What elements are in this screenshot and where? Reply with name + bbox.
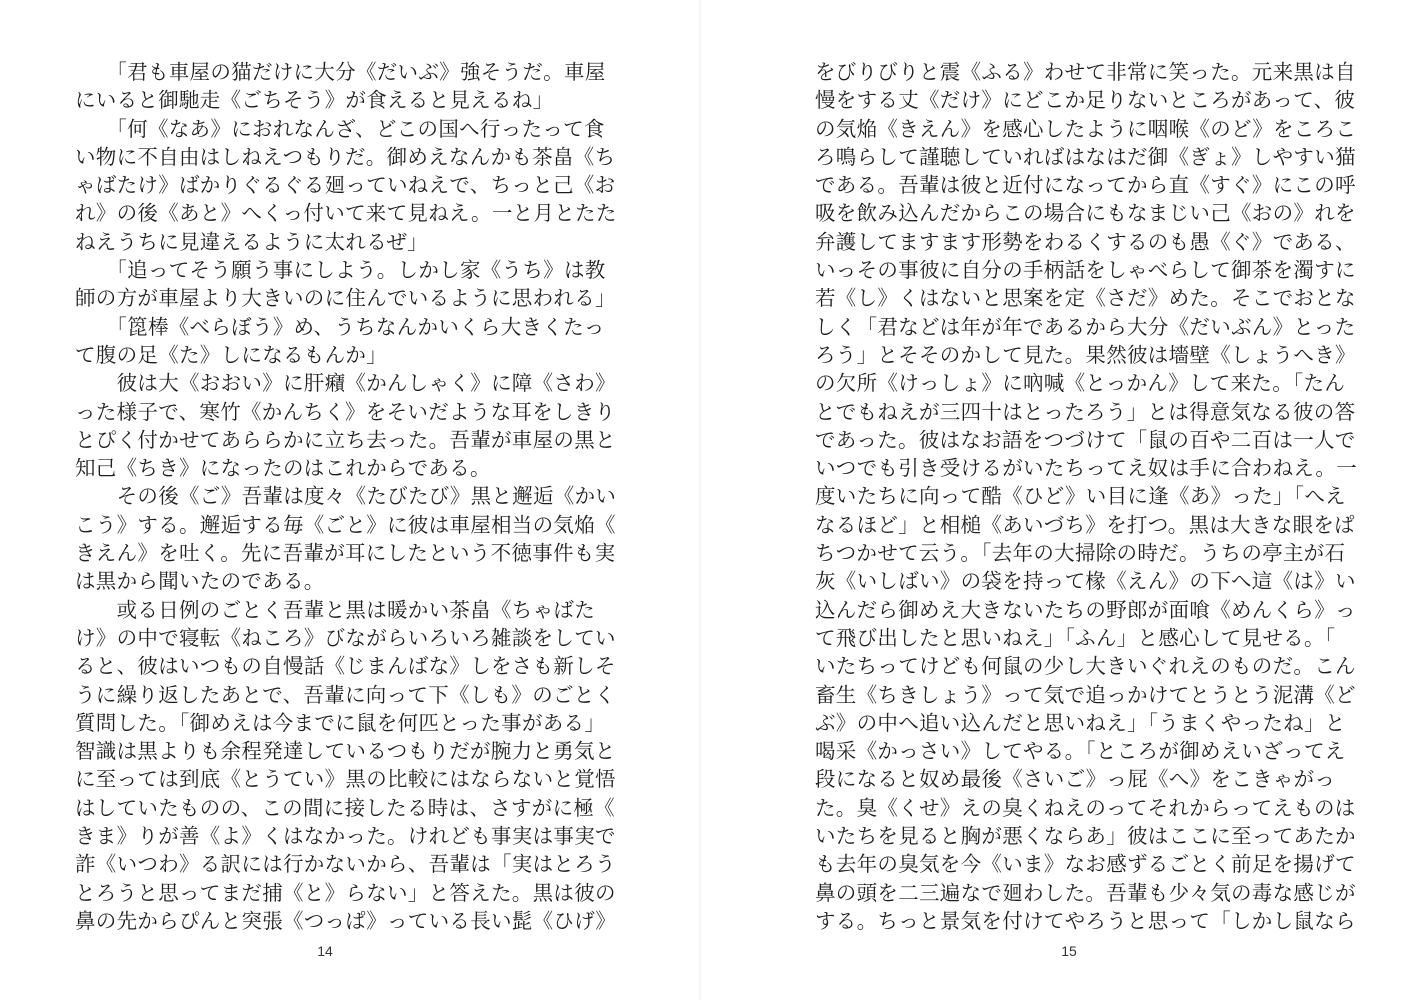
text-line: 慢をする丈《だけ》にどこか足りないところがあって、彼 — [815, 88, 1356, 113]
text-line: ろ鳴らして謹聴していればはなはだ御《ぎょ》しやすい猫 — [815, 144, 1356, 169]
text-line: する。ちっと景気を付けてやろうと思って「しかし鼠なら — [815, 908, 1356, 933]
text-line: った様子で、寒竹《かんちく》をそいだような耳をしきり — [75, 399, 616, 424]
text-line: 「何《なあ》におれなんざ、どこの国へ行ったって食 — [75, 116, 605, 141]
text-line: こう》する。邂逅する毎《ごと》に彼は車屋相当の気焔《 — [75, 512, 616, 537]
text-line: なるほど」と相槌《あいづち》を打つ。黒は大きな眼をぱ — [815, 512, 1355, 537]
text-line: れ》の後《あと》へくっ付いて来て見ねえ。一と月とたた — [75, 201, 617, 226]
text-line: 彼は大《おおい》に肝癪《かんしゃく》に障《さわ》 — [75, 371, 616, 396]
text-line: ろう」とそそのかして見た。果然彼は墻壁《しょうへき》 — [815, 342, 1356, 367]
text-line: 質問した。「御めえは今までに鼠を何匹とった事がある」 — [75, 710, 606, 735]
text-line: その後《ご》吾輩は度々《たびたび》黒と邂逅《かい — [75, 484, 617, 509]
text-line: 喝采《かっさい》してやる。「ところが御めえいざってえ — [815, 739, 1346, 764]
text-line: 「追ってそう願う事にしよう。しかし家《うち》は教 — [75, 258, 606, 283]
text-line: きま》りが善《よ》くはなかった。けれども事実は事実で — [75, 824, 616, 849]
text-line: 度いたちに向って酷《ひど》い目に逢《あ》った」「へえ — [815, 484, 1346, 509]
text-line: である。吾輩は彼と近付になってから直《すぐ》にこの呼 — [815, 173, 1356, 198]
text-line: 知己《ちき》になったのはこれからである。 — [75, 456, 491, 481]
text-line: ねえうちに見違えるように太れるぜ」 — [75, 229, 428, 254]
text-line: とろうと思ってまだ捕《と》らない」と答えた。黒は彼の — [75, 880, 616, 905]
text-line: いたちを見ると胸が悪くならあ」彼はここに至ってあたか — [815, 824, 1356, 849]
left-page — [0, 0, 700, 1000]
text-line: は黒から聞いたのである。 — [75, 569, 325, 594]
text-line: ると、彼はいつもの自慢話《じまんばな》しをさも新しそ — [75, 654, 616, 679]
text-line: はしていたものの、この間に接したる時は、さすがに極《 — [75, 795, 615, 820]
text-line: も去年の臭気を今《いま》なお感ずるごとく前足を揚げて — [815, 852, 1356, 877]
right-page — [701, 0, 1401, 1000]
right-page-text — [815, 58, 1358, 935]
page-number: 15 — [1061, 943, 1077, 959]
text-line: け》の中で寝転《ねころ》びながらいろいろ雑談をしてい — [75, 625, 616, 650]
text-line: て飛び出したと思いねえ」「ふん」と感心して見せる。「 — [815, 625, 1336, 650]
text-line: とでもねえが三四十はとったろう」とは得意気なる彼の答 — [815, 399, 1356, 424]
text-line: 弁護してますます形勢をわるくするのも愚《ぐ》である、 — [815, 229, 1356, 254]
text-line: 鼻の頭を二三遍なで廻わした。吾輩も少々気の毒な感じが — [815, 880, 1356, 905]
text-line: の欠所《けっしょ》に吶喊《とっかん》して来た。「たん — [815, 371, 1346, 396]
text-line: 師の方が車屋より大きいのに住んでいるように思われる」 — [75, 286, 616, 311]
text-line: しく「君などは年が年であるから大分《だいぶん》とった — [815, 314, 1356, 339]
text-line: ゃばたけ》ばかりぐるぐる廻っていねえで、ちっと己《お — [75, 173, 616, 198]
left-page-text — [75, 58, 617, 935]
page-number: 14 — [317, 943, 333, 959]
text-line: 「君も車屋の猫だけに大分《だいぶ》強そうだ。車屋 — [75, 60, 606, 84]
text-line: 吸を飲み込んだからこの場合にもなまじい己《おの》れを — [815, 201, 1356, 226]
text-line: ぶ》の中へ追い込んだと思いねえ」「うまくやったね」と — [815, 710, 1346, 735]
text-line: とぴく付かせてあららかに立ち去った。吾輩が車屋の黒と — [75, 427, 616, 452]
text-line: 込んだら御めえ大きないたちの野郎が面喰《めんくら》っ — [815, 597, 1356, 622]
text-line: た。臭《くせ》えの臭くねえのってそれからってえものは — [815, 795, 1356, 820]
text-line: 灰《いしばい》の袋を持って椽《えん》の下へ這《は》い — [815, 569, 1356, 594]
text-line: をびりびりと震《ふる》わせて非常に笑った。元来黒は自 — [815, 60, 1356, 84]
text-line: 詐《いつわ》る訳には行かないから、吾輩は「実はとろう — [75, 852, 616, 877]
text-line: 鼻の先からぴんと突張《つっぱ》っている長い髭《ひげ》 — [75, 908, 617, 933]
text-line: 智識は黒よりも余程発達しているつもりだが腕力と勇気と — [75, 739, 616, 764]
text-line: にいると御馳走《ごちそう》が食えると見えるね」 — [75, 88, 554, 113]
text-line: であった。彼はなお語をつづけて「鼠の百や二百は一人で — [815, 427, 1356, 452]
text-line: 「箆棒《べらぼう》め、うちなんかいくら大きくたっ — [75, 314, 605, 339]
text-line: ちつかせて云う。「去年の大掃除の時だ。うちの亭主が石 — [815, 541, 1346, 566]
text-line: 若《し》くはないと思案を定《さだ》めた。そこでおとな — [815, 286, 1356, 311]
text-line: に至っては到底《とうてい》黒の比較にはならないと覚悟 — [75, 767, 616, 792]
text-line: きえん》を吐く。先に吾輩が耳にしたという不徳事件も実 — [75, 541, 616, 566]
text-line: いたちってけども何鼠の少し大きいぐれえのものだ。こん — [815, 654, 1356, 679]
text-line: 或る日例のごとく吾輩と黒は暖かい茶畠《ちゃばた — [75, 597, 595, 622]
text-line: いつでも引き受けるがいたちってえ奴は手に合わねえ。一 — [815, 456, 1358, 481]
text-line: 段になると奴め最後《さいご》っ屁《へ》をこきゃがっ — [815, 767, 1336, 792]
text-line: の気焔《きえん》を感心したように咽喉《のど》をころこ — [815, 116, 1357, 141]
text-line: い物に不自由はしねえつもりだ。御めえなんかも茶畠《ち — [75, 144, 616, 169]
text-line: うに繰り返したあとで、吾輩に向って下《しも》のごとく — [75, 682, 616, 707]
text-line: 畜生《ちきしょう》って気で追っかけてとうとう泥溝《ど — [815, 682, 1356, 707]
text-line: て腹の足《た》しになるもんか」 — [75, 342, 387, 367]
text-line: いっその事彼に自分の手柄話をしゃべらして御茶を濁すに — [815, 258, 1356, 283]
